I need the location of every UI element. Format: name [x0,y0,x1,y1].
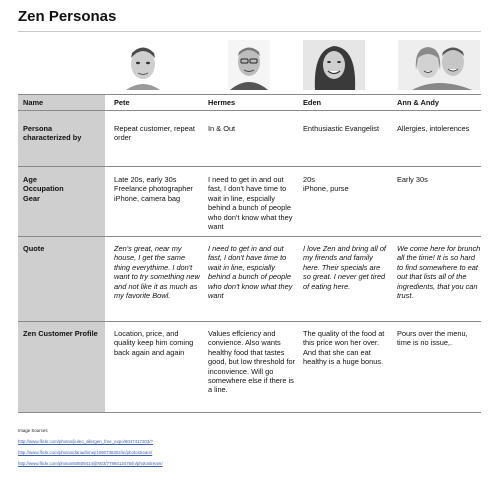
persona-quote-pete: Zen's great, near my house, I get the same thing everythime. I don't want to try something new and not like it as much as my favorite Bowl. [114,244,200,301]
photo-eden [303,40,365,90]
persona-age-hermes: I need to get in and out fast, I don't have time to wait in line, espcially behind a bunch of people who don't know what they want [208,175,293,232]
persona-characterized-ann-andy: Allergies, intolerences [397,124,470,133]
page-title: Zen Personas [18,8,117,25]
persona-quote-eden: I love Zen and bring all of my firends and family here. Their specials are so great. I never get tired of eating here. [303,244,386,291]
table-rule [18,236,481,237]
persona-name-pete: Pete [114,98,130,107]
persona-name-eden: Eden [303,98,322,107]
row-label-age-occupation-gear: Age Occupation Gear [23,175,64,203]
table-rule [18,321,481,322]
persona-profile-pete: Location, price, and quality keep him coming back again and again [114,329,194,357]
table-rule [18,166,481,167]
persona-characterized-eden: Enthusiastic Evangelist [303,124,379,133]
image-sources-heading: Image Sources [18,428,48,433]
image-sources [18,425,163,469]
table-rule [18,94,481,95]
persona-quote-ann-andy: We come here for brunch all the time! It is so hard to find somewhere to eat out that lists all of the ingredients, that you can trust. [397,244,481,301]
title-divider [18,31,481,32]
row-label-name: Name [23,98,44,107]
photo-pete [118,40,168,90]
table-rule [18,412,481,413]
source-link[interactable]: http://www.flickr.com/photos/60609414@N03/7789413476/in/photostream/ [18,461,163,466]
persona-profile-eden: The quality of the food at this price won her over. And that she can eat healthy is a huge bonus. [303,329,385,367]
persona-profile-ann-andy: Pours over the menu, time is no issue,. [397,329,468,348]
photo-hermes [228,40,270,90]
source-link[interactable]: http://www.flickr.com/photos/dariadrimej/1080738302/in/photostream/ [18,450,153,455]
row-label-persona: Persona characterized by [23,124,82,143]
persona-profile-hermes: Values effciency and convience. Also wants healthy food that tastes good, but low threshold for inconvience. Will go somewhere else if there is a line. [208,329,296,395]
persona-characterized-hermes: In & Out [208,124,236,133]
persona-age-eden: 20s iPhone, purse [303,175,349,194]
persona-age-pete: Late 20s, early 30s Freelance photographer iPhone, camera bag [114,175,193,203]
persona-age-ann-andy: Early 30s [397,175,428,184]
persona-name-hermes: Hermes [208,98,236,107]
row-label-profile: Zen Customer Profile [23,329,98,338]
photo-ann-andy [398,40,480,90]
persona-characterized-pete: Repeat customer, repeat order [114,124,195,143]
row-label-quote: Quote [23,244,45,253]
persona-name-ann-andy: Ann & Andy [397,98,440,107]
source-link[interactable]: http://www.flickr.com/photos/jiuleo_allergen_free_expo/6047417203/? [18,439,153,444]
persona-quote-hermes: I need to get in and out fast, I don't have time to wait in line, espcially behind a bunch of people who don't know what they want [208,244,293,301]
table-rule [18,110,481,111]
